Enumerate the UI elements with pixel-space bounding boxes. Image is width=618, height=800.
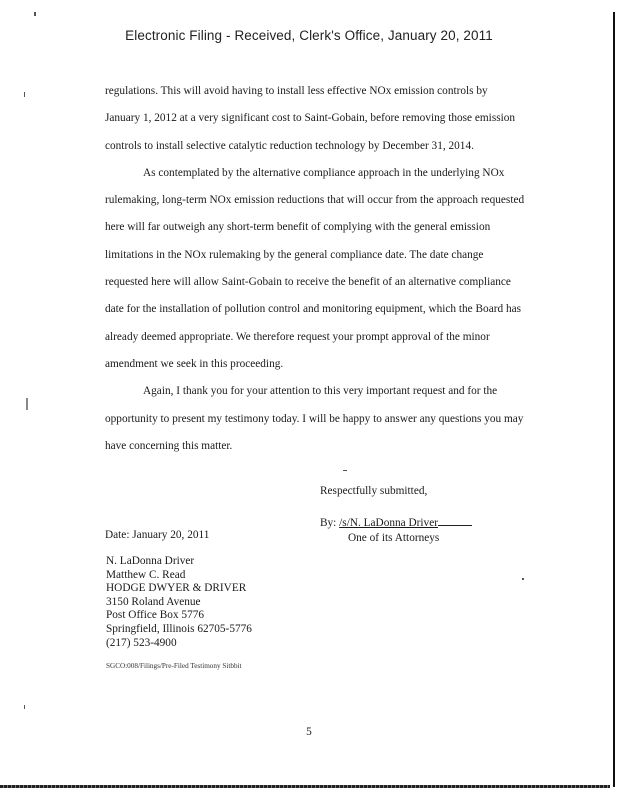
closing-salutation: Respectfully submitted, [320,485,428,497]
signature-block [320,514,472,546]
address-line: 3150 Roland Avenue [106,595,201,608]
address-line: Springfield, Illinois 62705-5776 [106,622,252,635]
scan-speck [522,578,524,580]
address-line: Matthew C. Read [106,568,186,581]
scan-speck [26,398,28,410]
signature-underline [438,514,472,526]
filing-stamp-header: Electronic Filing - Received, Clerk's Office, January 20, 2011 [125,28,493,43]
address-line: (217) 523-4900 [106,636,177,649]
scan-bottom-edge [0,785,610,788]
paragraph-closing-thanks: Again, I thank you for your attention to this very important request and for the opportunity to present my testimony today. I will be happy to answer any questions you may have concerning this matter. [105,385,524,452]
scan-speck [34,12,36,16]
scan-edge-line [613,12,615,787]
scan-speck [24,92,25,97]
address-line: Post Office Box 5776 [106,609,205,622]
page-number: 5 [306,726,312,738]
signer-name: /s/N. LaDonna Driver [339,517,438,529]
paragraph-alternative-compliance: As contemplated by the alternative compliance approach in the underlying NOx rulemaking, long-term NOx emission reductions that will occur from the approach requested here will far outweigh any short-term benefit of complying with the general emission limitations in the NOx rulemaking by the general compliance date. The date change requested here will allow Saint-Gobain to receive the benefit of an alternative compliance date for the installation of pollution control and monitoring equipment, which the Board has already deemed appropriate. We therefore request your prompt approval of the minor amendment we seek in this proceeding. [105,166,525,370]
file-reference: SGCO:008/Filings/Pre-Filed Testimony Sitbbit [106,662,242,670]
testimony-body [105,78,525,460]
scan-speck [343,470,347,471]
by-label: By: [320,517,337,529]
address-line: HODGE DWYER & DRIVER [106,582,247,595]
date-line: Date: January 20, 2011 [105,529,210,541]
address-line: N. LaDonna Driver [106,555,195,567]
paragraph-continuation: regulations. This will avoid having to install less effective NOx emission controls by January 1, 2012 at a very significant cost to Saint-Gobain, before removing those emission controls to install selective catalytic reduction technology by December 31, 2014. [105,85,516,152]
attorney-address-block [106,555,252,650]
scan-speck [24,705,25,709]
signer-role: One of its Attorneys [348,532,440,544]
